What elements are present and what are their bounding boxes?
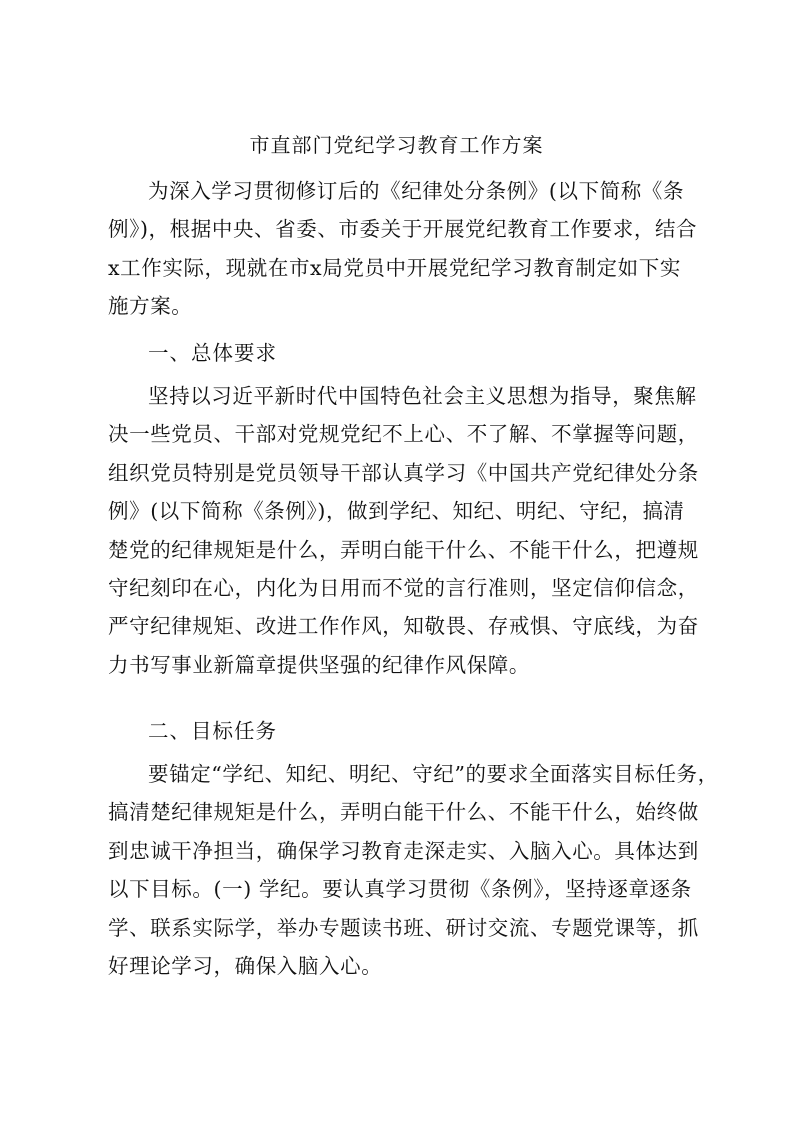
section2-paragraph	[108, 755, 728, 985]
section1-line: 严守纪律规矩、改进工作作风，知敬畏、存戒惧、守底线，为奋	[108, 614, 699, 639]
document-title: 市直部门党纪学习教育工作方案	[249, 133, 544, 157]
section2-line: 学、联系实际学，举办专题读书班、研讨交流、专题党课等，抓	[108, 915, 699, 940]
section1-line: 例》(以下简称《条例》)，做到学纪、知纪、明纪、守纪，搞清	[108, 499, 685, 524]
section2-line: 到忠诚干净担当，确保学习教育走深走实、入脑入心。具体达到	[108, 838, 699, 863]
section1-line: 组织党员特别是党员领导干部认真学习《中国共产党纪律处分条	[108, 460, 699, 485]
section2-line: 搞清楚纪律规矩是什么，弄明白能干什么、不能干什么，始终做	[108, 800, 699, 825]
section1-line: 守纪刻印在心，内化为日用而不觉的言行准则，坚定信仰信念，	[108, 575, 699, 600]
section2-line: 要锚定“学纪、知纪、明纪、守纪”的要求全面落实目标任务，	[148, 762, 719, 786]
intro-line: 例》)，根据中央、省委、市委关于开展党纪教育工作要求，结合	[108, 217, 698, 242]
intro-paragraph	[108, 172, 728, 326]
section1-paragraph	[108, 377, 728, 684]
section2-line: 以下目标。(一) 学纪。要认真学习贯彻《条例》，坚持逐章逐条	[108, 877, 692, 902]
section-heading-general-requirements: 一、总体要求	[148, 341, 277, 365]
intro-line: 为深入学习贯彻修订后的《纪律处分条例》(以下简称《条	[148, 179, 685, 203]
section2-line: 好理论学习，确保入脑入心。	[108, 953, 383, 978]
section1-line: 力书写事业新篇章提供坚强的纪律作风保障。	[108, 652, 530, 677]
section1-line: 楚党的纪律规矩是什么，弄明白能干什么、不能干什么，把遵规	[108, 537, 699, 562]
section-heading-goals-tasks: 二、目标任务	[148, 719, 277, 743]
section1-line: 决一些党员、干部对党规党纪不上心、不了解、不掌握等问题，	[108, 422, 699, 447]
intro-line: x工作实际，现就在市x局党员中开展党纪学习教育制定如下实	[108, 255, 681, 280]
section1-line: 坚持以习近平新时代中国特色社会主义思想为指导，聚焦解	[148, 384, 697, 408]
intro-line: 施方案。	[108, 294, 193, 319]
